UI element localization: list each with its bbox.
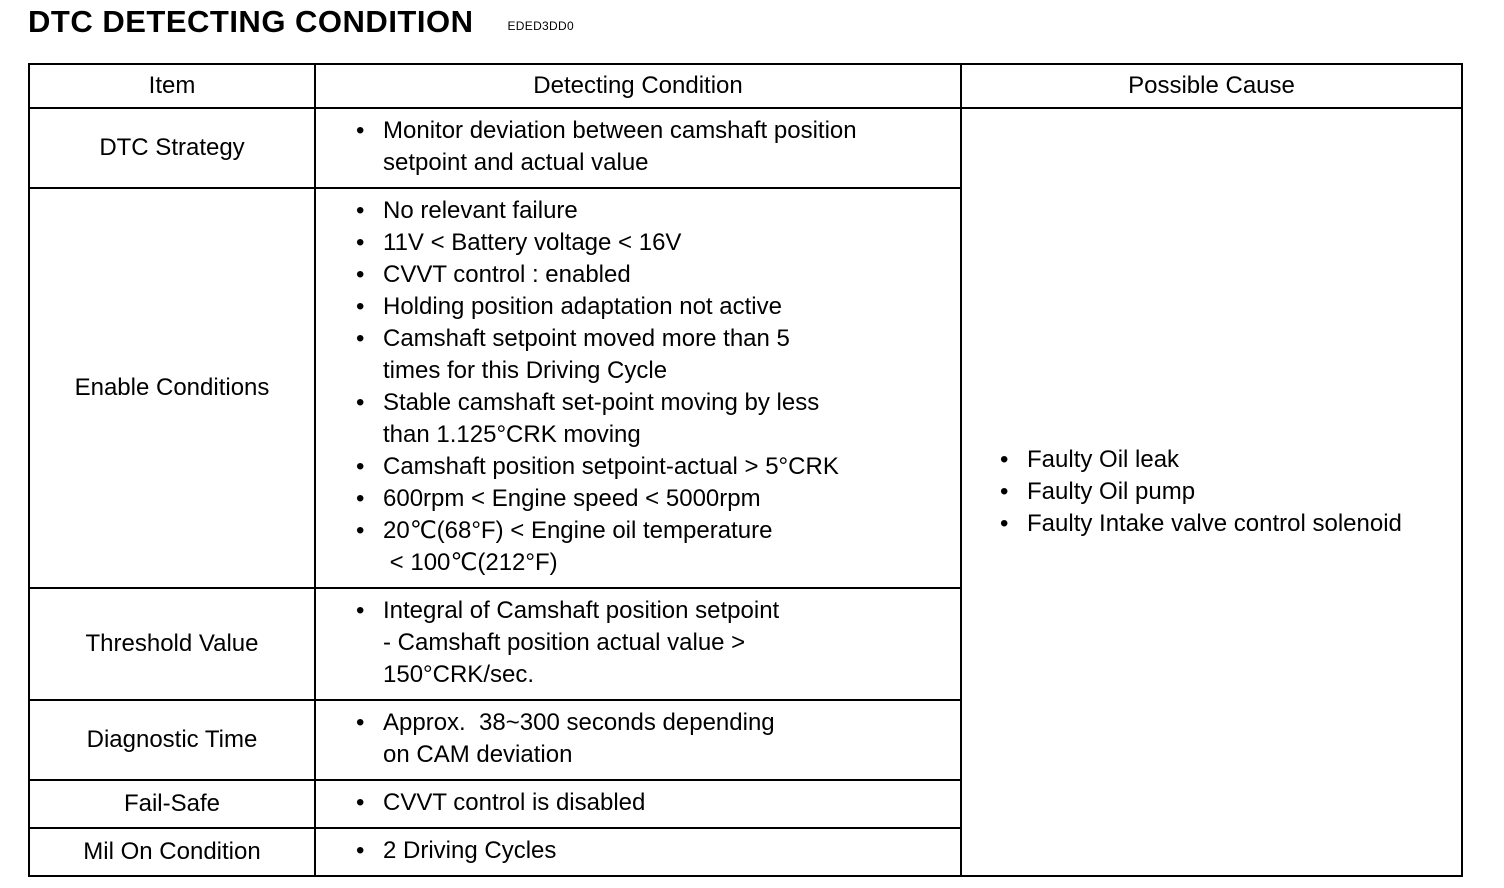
cause-text: Faulty Oil pump (1027, 478, 1196, 505)
condition-line: Monitor deviation between camshaft position (383, 117, 857, 144)
item-dtc-strategy: DTC Strategy (29, 108, 315, 188)
condition-cell (315, 108, 961, 188)
header-detecting-condition: Detecting Condition (315, 64, 961, 108)
condition-list (356, 707, 960, 771)
row-dtc-strategy (29, 108, 1462, 188)
condition-line: 11V < Battery voltage < 16V (383, 229, 682, 256)
cause-item (1000, 444, 1461, 476)
table-header-row (29, 64, 1462, 108)
condition-cell (315, 780, 961, 828)
condition-list (356, 195, 960, 579)
condition-line: Camshaft position setpoint-actual > 5°CRK (383, 453, 839, 480)
condition-cell (315, 700, 961, 780)
condition-line: Stable camshaft set-point moving by less (383, 389, 820, 416)
condition-line: Camshaft setpoint moved more than 5 (383, 325, 790, 352)
item-fail-safe: Fail-Safe (29, 780, 315, 828)
condition-line: CVVT control is disabled (383, 789, 646, 816)
cause-item (1000, 476, 1461, 508)
item-threshold-value: Threshold Value (29, 588, 315, 700)
condition-item (356, 323, 960, 387)
condition-item (356, 291, 960, 323)
condition-list (356, 115, 960, 179)
condition-line: 600rpm < Engine speed < 5000rpm (383, 485, 761, 512)
page-title: DTC DETECTING CONDITION (28, 4, 474, 39)
item-enable-conditions: Enable Conditions (29, 188, 315, 588)
item-diagnostic-time: Diagnostic Time (29, 700, 315, 780)
cause-text: Faulty Intake valve control solenoid (1027, 510, 1402, 537)
condition-line: Approx. 38~300 seconds depending (383, 709, 775, 736)
condition-item (356, 707, 960, 771)
condition-line: Integral of Camshaft position setpoint (383, 597, 780, 624)
document-code: EDED3DD0 (507, 19, 574, 33)
condition-item (356, 227, 960, 259)
condition-item (356, 451, 960, 483)
possible-cause-cell (961, 108, 1462, 876)
dtc-table (28, 63, 1463, 877)
condition-cell (315, 588, 961, 700)
condition-item (356, 483, 960, 515)
condition-line: - Camshaft position actual value > (383, 629, 746, 656)
condition-item (356, 115, 960, 179)
condition-line: < 100℃(212°F) (383, 549, 558, 576)
condition-item (356, 787, 960, 819)
condition-item (356, 515, 960, 579)
item-mil-on-condition: Mil On Condition (29, 828, 315, 876)
condition-cell (315, 828, 961, 876)
condition-item (356, 195, 960, 227)
condition-item (356, 387, 960, 451)
condition-line: No relevant failure (383, 197, 578, 224)
possible-cause-list (1000, 444, 1461, 540)
header-item: Item (29, 64, 315, 108)
condition-line: 2 Driving Cycles (383, 837, 557, 864)
title-row (28, 2, 574, 42)
condition-line: times for this Driving Cycle (383, 357, 668, 384)
cause-text: Faulty Oil leak (1027, 446, 1180, 473)
condition-item (356, 595, 960, 691)
condition-list (356, 595, 960, 691)
condition-line: on CAM deviation (383, 741, 573, 768)
condition-line: 20℃(68°F) < Engine oil temperature (383, 517, 773, 544)
condition-list (356, 787, 960, 819)
condition-item (356, 835, 960, 867)
header-possible-cause: Possible Cause (961, 64, 1462, 108)
condition-line: 150°CRK/sec. (383, 661, 534, 688)
condition-line: Holding position adaptation not active (383, 293, 782, 320)
condition-item (356, 259, 960, 291)
condition-line: than 1.125°CRK moving (383, 421, 641, 448)
condition-line: CVVT control : enabled (383, 261, 631, 288)
condition-line: setpoint and actual value (383, 149, 649, 176)
condition-list (356, 835, 960, 867)
cause-item (1000, 508, 1461, 540)
condition-cell (315, 188, 961, 588)
